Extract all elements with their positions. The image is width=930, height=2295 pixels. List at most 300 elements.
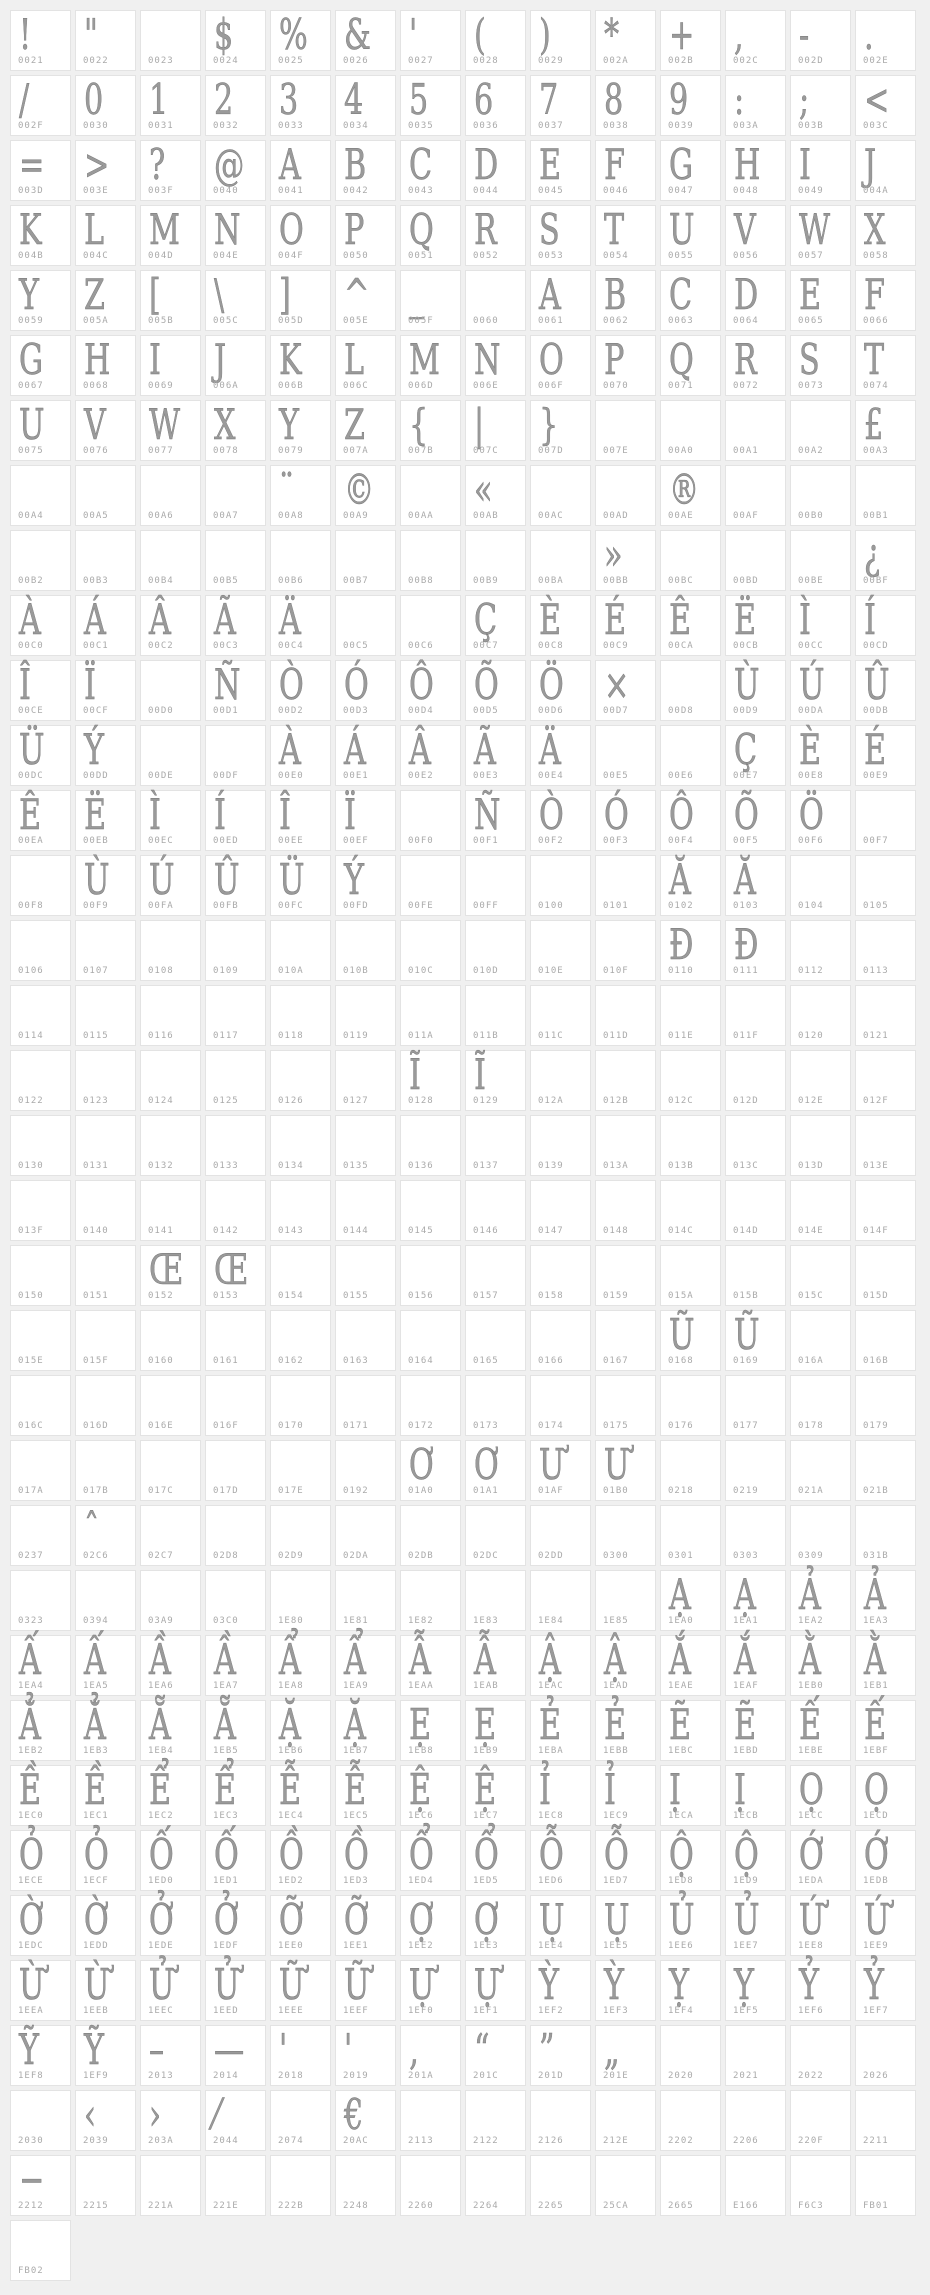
glyph-cell xyxy=(725,1180,786,1241)
codepoint-label: 0055 xyxy=(668,251,694,261)
glyph-cell xyxy=(400,1830,461,1891)
glyph: Ĩ xyxy=(474,1050,486,1099)
codepoint-label: 1EC8 xyxy=(538,1811,564,1821)
codepoint-label: 0171 xyxy=(343,1421,369,1431)
glyph-cell xyxy=(75,985,136,1046)
glyph-cell xyxy=(75,400,136,461)
codepoint-label: 1EDB xyxy=(863,1876,889,1886)
codepoint-label: 010F xyxy=(603,966,629,976)
codepoint-label: 016B xyxy=(863,1356,889,1366)
codepoint-label: 0070 xyxy=(603,381,629,391)
glyph: ^ xyxy=(344,270,370,319)
glyph-cell xyxy=(725,1245,786,1306)
glyph-cell xyxy=(140,465,201,526)
glyph-cell xyxy=(465,1700,526,1761)
codepoint-label: 1EC1 xyxy=(83,1811,109,1821)
glyph-cell xyxy=(75,530,136,591)
glyph: − xyxy=(19,2155,45,2204)
glyph-cell xyxy=(530,1895,591,1956)
codepoint-label: 2019 xyxy=(343,2071,369,2081)
glyph-cell xyxy=(530,270,591,331)
glyph-cell xyxy=(335,1050,396,1111)
glyph-cell xyxy=(790,790,851,851)
glyph-cell xyxy=(465,595,526,656)
codepoint-label: 2020 xyxy=(668,2071,694,2081)
codepoint-label: 0077 xyxy=(148,446,174,456)
glyph-cell xyxy=(140,1310,201,1371)
glyph: , xyxy=(734,10,744,59)
codepoint-label: 014D xyxy=(733,1226,759,1236)
codepoint-label: 0162 xyxy=(278,1356,304,1366)
codepoint-label: 0113 xyxy=(863,966,889,976)
glyph-cell xyxy=(530,920,591,981)
codepoint-label: 1EF5 xyxy=(733,2006,759,2016)
codepoint-label: 00DF xyxy=(213,771,239,781)
glyph: - xyxy=(799,10,810,59)
glyph-cell xyxy=(530,1830,591,1891)
codepoint-label: 2014 xyxy=(213,2071,239,2081)
glyph-cell xyxy=(530,1310,591,1371)
codepoint-label: 01A1 xyxy=(473,1486,499,1496)
codepoint-label: 1EEF xyxy=(343,2006,369,2016)
codepoint-label: 021B xyxy=(863,1486,889,1496)
codepoint-label: 1EF6 xyxy=(798,2006,824,2016)
glyph-cell xyxy=(790,985,851,1046)
codepoint-label: 00A0 xyxy=(668,446,694,456)
glyph-cell xyxy=(335,2025,396,2086)
glyph: Ị xyxy=(734,1765,746,1814)
glyph: Ẹ xyxy=(409,1700,432,1749)
glyph-cell xyxy=(335,660,396,721)
codepoint-label: 016F xyxy=(213,1421,239,1431)
codepoint-label: 0130 xyxy=(18,1161,44,1171)
glyph: X xyxy=(214,400,236,449)
glyph-cell xyxy=(595,1440,656,1501)
glyph: \ xyxy=(214,270,225,319)
codepoint-label: 0038 xyxy=(603,121,629,131)
glyph-cell xyxy=(660,1180,721,1241)
glyph: U xyxy=(669,205,695,254)
codepoint-label: 0166 xyxy=(538,1356,564,1366)
glyph-cell xyxy=(400,1570,461,1631)
codepoint-label: 1E84 xyxy=(538,1616,564,1626)
glyph-cell xyxy=(790,2090,851,2151)
codepoint-label: 1EB0 xyxy=(798,1681,824,1691)
glyph: Õ xyxy=(474,660,499,709)
codepoint-label: 00BB xyxy=(603,576,629,586)
codepoint-label: F6C3 xyxy=(798,2201,824,2211)
codepoint-label: 00CA xyxy=(668,641,694,651)
glyph-cell xyxy=(660,530,721,591)
glyph-cell xyxy=(530,1050,591,1111)
glyph: È xyxy=(799,725,822,774)
glyph: Á xyxy=(344,725,366,774)
glyph-cell xyxy=(790,725,851,786)
glyph-cell xyxy=(855,660,916,721)
glyph-cell xyxy=(75,1830,136,1891)
glyph-cell xyxy=(270,725,331,786)
glyph: Ẳ xyxy=(19,1700,41,1749)
glyph-cell xyxy=(660,1830,721,1891)
glyph-cell xyxy=(75,1115,136,1176)
glyph: Ë xyxy=(84,790,107,839)
glyph-cell xyxy=(75,75,136,136)
codepoint-label: 00B4 xyxy=(148,576,174,586)
codepoint-label: 1EB5 xyxy=(213,1746,239,1756)
glyph-cell xyxy=(855,1050,916,1111)
codepoint-label: 1EE8 xyxy=(798,1941,824,1951)
glyph-cell xyxy=(790,2025,851,2086)
glyph-cell xyxy=(335,400,396,461)
glyph: Ắ xyxy=(669,1635,691,1684)
glyph-cell xyxy=(75,1440,136,1501)
codepoint-label: 0047 xyxy=(668,186,694,196)
glyph: Ì xyxy=(799,595,811,644)
glyph-cell xyxy=(855,920,916,981)
codepoint-label: 00A3 xyxy=(863,446,889,456)
codepoint-label: 2211 xyxy=(863,2136,889,2146)
glyph-cell xyxy=(75,660,136,721)
glyph-cell xyxy=(595,10,656,71)
codepoint-label: 005C xyxy=(213,316,239,326)
codepoint-label: 017B xyxy=(83,1486,109,1496)
codepoint-label: 2122 xyxy=(473,2136,499,2146)
codepoint-label: 2113 xyxy=(408,2136,434,2146)
glyph-cell xyxy=(270,1960,331,2021)
codepoint-label: 00D6 xyxy=(538,706,564,716)
glyph-cell xyxy=(400,1765,461,1826)
glyph-cell xyxy=(10,1050,71,1111)
glyph: Đ xyxy=(734,920,759,969)
codepoint-label: 00BD xyxy=(733,576,759,586)
glyph-cell xyxy=(400,1310,461,1371)
glyph: Ơ xyxy=(474,1440,499,1489)
glyph: « xyxy=(474,465,493,514)
codepoint-label: 00A5 xyxy=(83,511,109,521)
codepoint-label: 010B xyxy=(343,966,369,976)
glyph-cell xyxy=(140,75,201,136)
codepoint-label: 004B xyxy=(18,251,44,261)
codepoint-label: 0152 xyxy=(148,1291,174,1301)
codepoint-label: 0064 xyxy=(733,316,759,326)
glyph-cell xyxy=(465,140,526,201)
codepoint-label: 1EA4 xyxy=(18,1681,44,1691)
codepoint-label: 0109 xyxy=(213,966,239,976)
glyph-cell xyxy=(335,1375,396,1436)
codepoint-label: 014C xyxy=(668,1226,694,1236)
codepoint-label: 1EE9 xyxy=(863,1941,889,1951)
codepoint-label: 1EA1 xyxy=(733,1616,759,1626)
glyph: Ô xyxy=(409,660,434,709)
codepoint-label: 017A xyxy=(18,1486,44,1496)
codepoint-label: 010A xyxy=(278,966,304,976)
glyph-cell xyxy=(855,530,916,591)
codepoint-label: 1EBF xyxy=(863,1746,889,1756)
codepoint-label: 1ED3 xyxy=(343,1876,369,1886)
codepoint-label: 00B8 xyxy=(408,576,434,586)
codepoint-label: 0034 xyxy=(343,121,369,131)
glyph-cell xyxy=(465,530,526,591)
glyph: Ố xyxy=(214,1830,239,1879)
glyph-cell xyxy=(790,855,851,916)
glyph-cell xyxy=(855,140,916,201)
codepoint-label: 00A9 xyxy=(343,511,369,521)
codepoint-label: 0124 xyxy=(148,1096,174,1106)
glyph-cell xyxy=(140,855,201,916)
codepoint-label: 1EB4 xyxy=(148,1746,174,1756)
glyph-cell xyxy=(400,140,461,201)
glyph: Œ xyxy=(149,1245,184,1294)
codepoint-label: 013A xyxy=(603,1161,629,1171)
glyph-cell xyxy=(400,1375,461,1436)
glyph-cell xyxy=(855,1115,916,1176)
codepoint-label: 007D xyxy=(538,446,564,456)
glyph: Ú xyxy=(149,855,175,904)
glyph-cell xyxy=(465,2090,526,2151)
glyph: Ừ xyxy=(19,1960,45,2009)
codepoint-label: 00C0 xyxy=(18,641,44,651)
glyph-cell xyxy=(140,1115,201,1176)
codepoint-label: 1EE5 xyxy=(603,1941,629,1951)
glyph-cell xyxy=(530,205,591,266)
glyph-cell xyxy=(725,855,786,916)
glyph-cell xyxy=(140,1960,201,2021)
codepoint-label: 00E8 xyxy=(798,771,824,781)
codepoint-label: 0072 xyxy=(733,381,759,391)
glyph: Ụ xyxy=(604,1895,630,1944)
glyph-cell xyxy=(725,270,786,331)
codepoint-label: 1EAA xyxy=(408,1681,434,1691)
codepoint-label: 005D xyxy=(278,316,304,326)
codepoint-label: 004E xyxy=(213,251,239,261)
codepoint-label: 2665 xyxy=(668,2201,694,2211)
codepoint-label: 002F xyxy=(18,121,44,131)
glyph-cell xyxy=(855,855,916,916)
glyph-cell xyxy=(725,1765,786,1826)
glyph-cell xyxy=(790,1180,851,1241)
glyph-cell xyxy=(10,2155,71,2216)
codepoint-label: 1ED8 xyxy=(668,1876,694,1886)
codepoint-label: 00FB xyxy=(213,901,239,911)
codepoint-label: 013E xyxy=(863,1161,889,1171)
codepoint-label: 00DB xyxy=(863,706,889,716)
codepoint-label: 0121 xyxy=(863,1031,889,1041)
glyph-cell xyxy=(400,1635,461,1696)
glyph-cell xyxy=(400,920,461,981)
glyph: À xyxy=(279,725,301,774)
codepoint-label: 1ED6 xyxy=(538,1876,564,1886)
codepoint-label: 0134 xyxy=(278,1161,304,1171)
glyph-cell xyxy=(530,985,591,1046)
glyph-cell xyxy=(75,270,136,331)
glyph: W xyxy=(799,205,831,254)
codepoint-label: 00ED xyxy=(213,836,239,846)
codepoint-label: 00A4 xyxy=(18,511,44,521)
glyph-cell xyxy=(790,400,851,461)
glyph-cell xyxy=(205,1765,266,1826)
codepoint-label: 0394 xyxy=(83,1616,109,1626)
glyph-cell xyxy=(75,1960,136,2021)
glyph-cell xyxy=(595,855,656,916)
codepoint-label: 1EC9 xyxy=(603,1811,629,1821)
glyph-cell xyxy=(400,1960,461,2021)
glyph-cell xyxy=(855,335,916,396)
codepoint-label: 0021 xyxy=(18,56,44,66)
glyph: J xyxy=(214,335,227,384)
codepoint-label: 00D1 xyxy=(213,706,239,716)
glyph: Ả xyxy=(799,1570,821,1619)
codepoint-label: 0178 xyxy=(798,1421,824,1431)
glyph-cell xyxy=(400,1700,461,1761)
glyph-cell xyxy=(140,335,201,396)
codepoint-label: 2260 xyxy=(408,2201,434,2211)
codepoint-label: 0067 xyxy=(18,381,44,391)
codepoint-label: 00F3 xyxy=(603,836,629,846)
codepoint-label: 0118 xyxy=(278,1031,304,1041)
codepoint-label: 00F6 xyxy=(798,836,824,846)
glyph: Ẫ xyxy=(474,1635,496,1684)
codepoint-label: 00BF xyxy=(863,576,889,586)
codepoint-label: 011C xyxy=(538,1031,564,1041)
glyph-cell xyxy=(335,2155,396,2216)
codepoint-label: 203A xyxy=(148,2136,174,2146)
glyph-cell xyxy=(660,75,721,136)
glyph: Ế xyxy=(864,1700,887,1749)
glyph: . xyxy=(864,10,874,59)
glyph-cell xyxy=(205,1635,266,1696)
codepoint-label: 2018 xyxy=(278,2071,304,2081)
glyph: O xyxy=(539,335,564,384)
glyph: Ü xyxy=(19,725,45,774)
glyph-cell xyxy=(400,1180,461,1241)
glyph-cell xyxy=(140,1505,201,1566)
glyph-cell xyxy=(595,1700,656,1761)
glyph-cell xyxy=(530,75,591,136)
glyph-cell xyxy=(595,725,656,786)
codepoint-label: 0135 xyxy=(343,1161,369,1171)
glyph-cell xyxy=(140,1635,201,1696)
codepoint-label: 00D9 xyxy=(733,706,759,716)
glyph: Ñ xyxy=(214,660,241,709)
glyph-cell xyxy=(10,985,71,1046)
glyph: Ö xyxy=(799,790,824,839)
glyph: V xyxy=(84,400,106,449)
codepoint-label: 00BA xyxy=(538,576,564,586)
glyph-cell xyxy=(530,790,591,851)
glyph-cell xyxy=(790,1050,851,1111)
glyph: Ỹ xyxy=(19,2025,39,2074)
glyph-cell xyxy=(75,10,136,71)
glyph-cell xyxy=(400,1505,461,1566)
codepoint-label: 1EDC xyxy=(18,1941,44,1951)
glyph: ' xyxy=(279,2025,288,2074)
glyph-cell xyxy=(270,1895,331,1956)
codepoint-label: 00E6 xyxy=(668,771,694,781)
codepoint-label: 00E1 xyxy=(343,771,369,781)
codepoint-label: 0033 xyxy=(278,121,304,131)
codepoint-label: 0147 xyxy=(538,1226,564,1236)
codepoint-label: 00E3 xyxy=(473,771,499,781)
codepoint-label: 005A xyxy=(83,316,109,326)
glyph: Ẳ xyxy=(84,1700,106,1749)
glyph: Ủ xyxy=(669,1895,695,1944)
glyph-cell xyxy=(595,2155,656,2216)
codepoint-label: 00C3 xyxy=(213,641,239,651)
glyph-cell xyxy=(140,2025,201,2086)
glyph-cell xyxy=(465,1115,526,1176)
glyph-cell xyxy=(790,1245,851,1306)
glyph: × xyxy=(604,660,630,709)
glyph-cell xyxy=(335,1700,396,1761)
glyph: Ỗ xyxy=(539,1830,564,1879)
glyph-cell xyxy=(205,1245,266,1306)
glyph-cell xyxy=(75,1050,136,1111)
glyph: D xyxy=(474,140,499,189)
glyph-cell xyxy=(140,1375,201,1436)
codepoint-label: 012B xyxy=(603,1096,629,1106)
codepoint-label: 015B xyxy=(733,1291,759,1301)
glyph-cell xyxy=(270,10,331,71)
glyph-cell xyxy=(270,790,331,851)
glyph-cell xyxy=(725,1635,786,1696)
glyph-cell xyxy=(10,1440,71,1501)
codepoint-label: 010E xyxy=(538,966,564,976)
codepoint-label: 0054 xyxy=(603,251,629,261)
glyph-cell xyxy=(335,530,396,591)
glyph-cell xyxy=(790,660,851,721)
glyph-cell xyxy=(660,725,721,786)
codepoint-label: 0176 xyxy=(668,1421,694,1431)
glyph: Ẵ xyxy=(149,1700,171,1749)
codepoint-label: 0173 xyxy=(473,1421,499,1431)
glyph-cell xyxy=(205,1570,266,1631)
glyph: Ả xyxy=(864,1570,886,1619)
glyph-cell xyxy=(790,1375,851,1436)
codepoint-label: 0022 xyxy=(83,56,109,66)
codepoint-label: 0137 xyxy=(473,1161,499,1171)
glyph: Ì xyxy=(149,790,161,839)
codepoint-label: 00C5 xyxy=(343,641,369,651)
glyph-cell xyxy=(790,595,851,656)
glyph: Y xyxy=(19,270,39,319)
codepoint-label: 015E xyxy=(18,1356,44,1366)
codepoint-label: 1EC3 xyxy=(213,1811,239,1821)
codepoint-label: 00C9 xyxy=(603,641,629,651)
codepoint-label: 0114 xyxy=(18,1031,44,1041)
codepoint-label: 1E81 xyxy=(343,1616,369,1626)
codepoint-label: 221A xyxy=(148,2201,174,2211)
glyph-cell xyxy=(270,2025,331,2086)
glyph-cell xyxy=(400,205,461,266)
glyph-cell xyxy=(270,985,331,1046)
codepoint-label: 1E85 xyxy=(603,1616,629,1626)
codepoint-label: 1E82 xyxy=(408,1616,434,1626)
glyph: Z xyxy=(84,270,106,319)
glyph-cell xyxy=(140,1895,201,1956)
codepoint-label: 1EA7 xyxy=(213,1681,239,1691)
glyph-cell xyxy=(205,1115,266,1176)
codepoint-label: 00C7 xyxy=(473,641,499,651)
codepoint-label: 016A xyxy=(798,1356,824,1366)
glyph-cell xyxy=(10,140,71,201)
codepoint-label: 005E xyxy=(343,316,369,326)
codepoint-label: 0041 xyxy=(278,186,304,196)
glyph: Ẵ xyxy=(214,1700,236,1749)
glyph-cell xyxy=(75,1245,136,1306)
glyph-cell xyxy=(75,140,136,201)
codepoint-label: 0111 xyxy=(733,966,759,976)
codepoint-label: 2021 xyxy=(733,2071,759,2081)
